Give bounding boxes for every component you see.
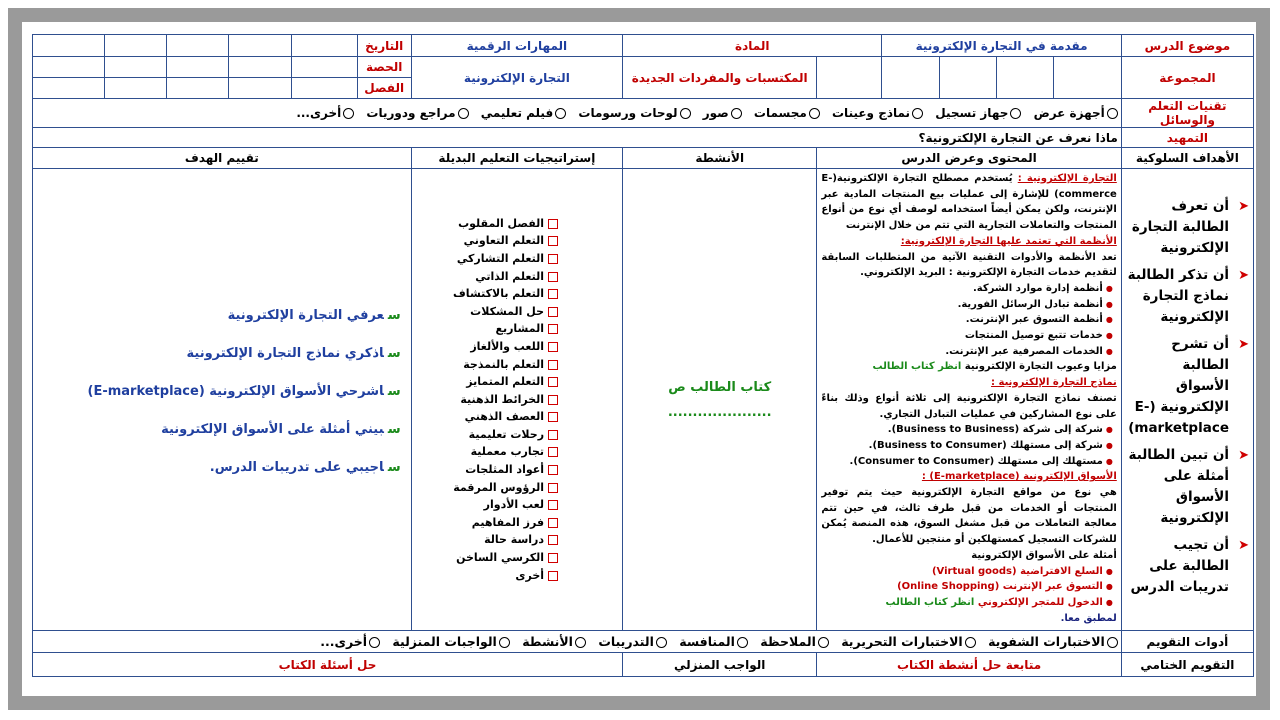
content-paragraph: يُستخدم مصطلح التجارة الإلكترونية(E-commerce) للإشارة إلى عمليات بيع المنتجات المادية عبر الإنترنت، ولكن يمكن أيضاً استخدامه لوصف أي نوع من أنواع المنتجات والتعاملات التجارية التي تتم من خلال الإنترنت: [821, 173, 1117, 232]
content-paragraph: هي نوع من مواقع التجارة الإلكترونية حيث يتم توفير المنتجات أو الخدمات من قبل طرف ثالث، في حين تتم معالجة التعاملات من قبل مشغل السوق، هذه المنصة يُمكن للشركات التسجيل كمستهلكين أو منتجين للأعمال.: [821, 487, 1117, 546]
period-cell: [105, 57, 167, 78]
strategy-option[interactable]: التعلم المتمايز: [416, 373, 558, 391]
group-label: المجموعة: [1121, 57, 1253, 99]
list-item: ● أنظمة تبادل الرسائل الفورية.: [821, 297, 1102, 313]
date-cell: [33, 35, 105, 57]
technique-option[interactable]: صور: [703, 106, 742, 120]
period-cell: [167, 57, 229, 78]
checkbox-icon: [548, 518, 558, 528]
strategy-option[interactable]: الكرسي الساخن: [416, 549, 558, 567]
strategy-option[interactable]: الفصل المقلوب: [416, 215, 558, 233]
evaluation-cell: [33, 169, 412, 631]
techniques-list: [33, 99, 1122, 128]
objective-item: ➤ أن تعرف الطالبة التجارة الإلكترونية: [1131, 197, 1249, 256]
radio-circle-icon: [912, 108, 923, 119]
radio-circle-icon: [499, 637, 510, 648]
evaluation-item: ساجيبي على تدريبات الدرس.: [209, 459, 401, 475]
strategy-option[interactable]: تجارب معملية: [416, 443, 558, 461]
radio-circle-icon: [458, 108, 469, 119]
assessment-list: [33, 631, 1122, 653]
vocab-label: المكتسبات والمفردات الجديدة: [623, 57, 817, 99]
checkbox-icon: [548, 553, 558, 563]
technique-option[interactable]: مجسمات: [754, 106, 820, 120]
intro-value: ماذا نعرف عن التجارة الإلكترونية؟: [33, 128, 1122, 148]
arrow-left-icon: ➤: [1238, 537, 1249, 553]
list-item: ● مستهلك إلى مستهلك (Consumer to Consumer).: [821, 454, 1102, 470]
evaluation-item: سبيني أمثلة على الأسواق الإلكترونية: [161, 421, 401, 437]
content-heading: نماذج التجارة الإلكترونية :: [991, 377, 1117, 389]
content-heading: الأنظمة التي تعتمد عليها التجارة الإلكترونية:: [900, 235, 1117, 247]
checkbox-icon: [548, 342, 558, 352]
strategies-cell: [411, 169, 622, 631]
group-cell: [882, 57, 939, 99]
checkbox-icon: [548, 289, 558, 299]
assessment-option[interactable]: الأنشطة: [522, 634, 586, 649]
strategy-option[interactable]: لعب الأدوار: [416, 496, 558, 514]
date-label: التاريخ: [357, 35, 411, 57]
checkbox-icon: [548, 571, 558, 581]
objective-item: ➤ أن تجيب الطالبة على تدريبات الدرس: [1130, 536, 1249, 595]
strategy-option[interactable]: التعلم بالنمذجة: [416, 356, 558, 374]
checkbox-icon: [548, 324, 558, 334]
checkbox-icon: [548, 307, 558, 317]
date-cell: [291, 35, 357, 57]
strategy-option[interactable]: اللعب والألغاز: [416, 338, 558, 356]
radio-circle-icon: [809, 108, 820, 119]
radio-circle-icon: [555, 108, 566, 119]
radio-circle-icon: [818, 637, 829, 648]
evaluation-item: ساذكري نماذج التجارة الإلكترونية: [186, 345, 401, 361]
examples-list: [821, 564, 1116, 611]
strategy-option[interactable]: المشاريع: [416, 320, 558, 338]
arrow-left-icon: ➤: [1238, 447, 1249, 463]
objective-item: ➤ أن تبين الطالبة أمثلة على الأسواق الإلكترونية: [1128, 446, 1249, 526]
pros-text: مزايا وعيوب التجارة الإلكترونية: [964, 361, 1117, 373]
radio-circle-icon: [737, 637, 748, 648]
homework-value: حل أسئلة الكتاب: [33, 653, 623, 677]
group-cell: [1053, 57, 1121, 99]
list-item: ● السلع الافتراضية (Virtual goods): [821, 564, 1102, 580]
list-item: ● شركة إلى مستهلك (Business to Consumer).: [821, 438, 1102, 454]
class-cell: [229, 78, 291, 99]
subject-value: المهارات الرقمية: [411, 35, 622, 57]
checkbox-icon: [548, 447, 558, 457]
checkbox-icon: [548, 360, 558, 370]
content-end-note: لمطبق معا.: [1060, 612, 1117, 624]
evaluation-item: سعرفي التجارة الإلكترونية: [227, 307, 401, 323]
strategy-option[interactable]: الخرائط الذهنية: [416, 391, 558, 409]
checkbox-icon: [548, 254, 558, 264]
strategy-option[interactable]: أخرى: [416, 567, 558, 585]
content-paragraph: تعد الأنظمة والأدوات التقنية الآتية من المتطلبات السابقة لتقديم خدمات التجارة الإلكترونية : البريد الإلكتروني.: [821, 251, 1117, 279]
topic-label: موضوع الدرس: [1121, 35, 1253, 57]
date-cell: [229, 35, 291, 57]
period-cell: [229, 57, 291, 78]
technique-option[interactable]: مراجع ودوريات: [366, 106, 468, 120]
book-reference: انظر كتاب الطالب: [885, 596, 975, 608]
assessment-option[interactable]: أخرى...: [320, 634, 380, 649]
date-cell: [105, 35, 167, 57]
techniques-label: تقنيات التعلم والوسائل: [1121, 99, 1253, 128]
assessment-option[interactable]: الاختبارات الشفوية: [988, 634, 1118, 649]
radio-circle-icon: [965, 637, 976, 648]
class-cell: [33, 78, 105, 99]
radio-circle-icon: [680, 108, 691, 119]
strategy-option[interactable]: أعواد المثلجات: [416, 461, 558, 479]
class-cell: [167, 78, 229, 99]
evaluation-list: [43, 305, 401, 479]
objectives-list: [1126, 196, 1249, 598]
objectives-header: الأهداف السلوكية: [1121, 148, 1253, 169]
list-item: ● الخدمات المصرفية عبر الإنترنت.: [821, 344, 1102, 360]
activity-book: كتاب الطالب ص: [668, 379, 772, 395]
content-paragraph: تصنف نماذج التجارة الإلكترونية إلى ثلاثة أنواع وذلك بناءً على نوع المشاركين في عمليات التبادل التجاري.: [821, 392, 1117, 420]
content-heading: التجارة الإلكترونية :: [1017, 173, 1117, 184]
content-header: المحتوى وعرض الدرس: [817, 148, 1121, 169]
vocab-value: التجارة الإلكترونية: [411, 57, 622, 99]
checkbox-icon: [548, 535, 558, 545]
radio-circle-icon: [1107, 108, 1118, 119]
intro-label: التمهيد: [1121, 128, 1253, 148]
activities-cell: [623, 169, 817, 631]
topic-value: مقدمة في التجارة الإلكترونية: [882, 35, 1121, 57]
class-label: الفصل: [357, 78, 411, 99]
activity-dots: .....................: [667, 404, 772, 420]
arrow-left-icon: ➤: [1238, 198, 1249, 214]
evaluation-header: تقييم الهدف: [33, 148, 412, 169]
group-cell: [817, 57, 882, 99]
checkbox-icon: [548, 395, 558, 405]
arrow-left-icon: ➤: [1238, 267, 1249, 283]
radio-circle-icon: [343, 108, 354, 119]
book-reference: انظر كتاب الطالب: [872, 361, 962, 373]
strategies-header: إستراتيجيات التعليم البديلة: [411, 148, 622, 169]
list-item: ● أنظمة إدارة موارد الشركة.: [821, 281, 1102, 297]
assessment-option[interactable]: التدريبات: [598, 634, 667, 649]
radio-circle-icon: [369, 637, 380, 648]
evaluation-item: ساشرحي الأسواق الإلكترونية (E-marketplace): [87, 383, 401, 399]
checkbox-icon: [548, 377, 558, 387]
list-item: ● خدمات تتبع توصيل المنتجات: [821, 328, 1102, 344]
final-value: متابعة حل أنشطة الكتاب: [817, 653, 1121, 677]
list-item: ● أنظمة التسوق عبر الإنترنت.: [821, 312, 1102, 328]
strategy-option[interactable]: التعلم الذاتي: [416, 268, 558, 286]
assessment-option[interactable]: الاختبارات التحريرية: [841, 634, 976, 649]
lesson-content: [821, 171, 1116, 626]
content-heading: الأسواق الإلكترونية (E-marketplace) :: [921, 471, 1117, 483]
checkbox-icon: [548, 465, 558, 475]
technique-option[interactable]: جهاز تسجيل: [935, 106, 1021, 120]
radio-circle-icon: [656, 637, 667, 648]
homework-label: الواجب المنزلي: [623, 653, 817, 677]
strategy-option[interactable]: التعلم التعاوني: [416, 232, 558, 250]
strategies-list: [416, 215, 614, 584]
strategy-option[interactable]: رحلات تعليمية: [416, 426, 558, 444]
strategy-option[interactable]: التعلم بالاكتشاف: [416, 285, 558, 303]
activities-header: الأنشطة: [623, 148, 817, 169]
strategy-option[interactable]: العصف الذهني: [416, 408, 558, 426]
assessment-option[interactable]: الملاحظة: [760, 634, 829, 649]
date-cell: [167, 35, 229, 57]
checkbox-icon: [548, 272, 558, 282]
systems-list: [821, 281, 1116, 360]
objectives-cell: [1121, 169, 1253, 631]
strategy-option[interactable]: فرز المفاهيم: [416, 514, 558, 532]
radio-circle-icon: [1010, 108, 1021, 119]
subject-label: المادة: [623, 35, 882, 57]
period-label: الحصة: [357, 57, 411, 78]
strategy-option[interactable]: حل المشكلات: [416, 303, 558, 321]
class-cell: [291, 78, 357, 99]
lesson-plan-table: [32, 34, 1254, 677]
list-item: ● شركة إلى شركة (Business to Business).: [821, 422, 1102, 438]
checkbox-icon: [548, 219, 558, 229]
group-cell: [939, 57, 996, 99]
assessment-option[interactable]: المنافسة: [679, 634, 748, 649]
models-list: [821, 422, 1116, 469]
strategy-option[interactable]: دراسة حالة: [416, 531, 558, 549]
radio-circle-icon: [575, 637, 586, 648]
final-label: التقويم الختامي: [1121, 653, 1253, 677]
examples-label: أمثلة على الأسواق الإلكترونية: [971, 549, 1117, 561]
period-cell: [291, 57, 357, 78]
strategy-option[interactable]: التعلم التشاركي: [416, 250, 558, 268]
radio-circle-icon: [1107, 637, 1118, 648]
content-cell: [817, 169, 1121, 631]
objective-item: ➤ أن تذكر الطالبة نماذج التجارة الإلكترونية: [1127, 266, 1249, 325]
assessment-label: أدوات التقويم: [1121, 631, 1253, 653]
technique-option[interactable]: لوحات ورسومات: [578, 106, 690, 120]
period-cell: [33, 57, 105, 78]
assessment-option[interactable]: الواجبات المنزلية: [392, 634, 509, 649]
list-item: ● التسوق عبر الإنترنت (Online Shopping): [821, 579, 1102, 595]
group-cell: [996, 57, 1053, 99]
arrow-left-icon: ➤: [1238, 336, 1249, 352]
technique-option[interactable]: أجهزة عرض: [1034, 106, 1118, 120]
class-cell: [105, 78, 167, 99]
checkbox-icon: [548, 430, 558, 440]
checkbox-icon: [548, 236, 558, 246]
technique-option[interactable]: أخرى...: [296, 106, 354, 120]
list-item: ● الدخول للمتجر الإلكتروني انظر كتاب الطالب: [821, 595, 1102, 611]
technique-option[interactable]: فيلم تعليمي: [481, 106, 567, 120]
strategy-option[interactable]: الرؤوس المرقمة: [416, 479, 558, 497]
checkbox-icon: [548, 412, 558, 422]
objective-item: ➤ أن تشرح الطالبة الأسواق الإلكترونية (E-marketplace): [1128, 335, 1249, 436]
radio-circle-icon: [731, 108, 742, 119]
checkbox-icon: [548, 500, 558, 510]
checkbox-icon: [548, 483, 558, 493]
technique-option[interactable]: نماذج وعينات: [832, 106, 923, 120]
